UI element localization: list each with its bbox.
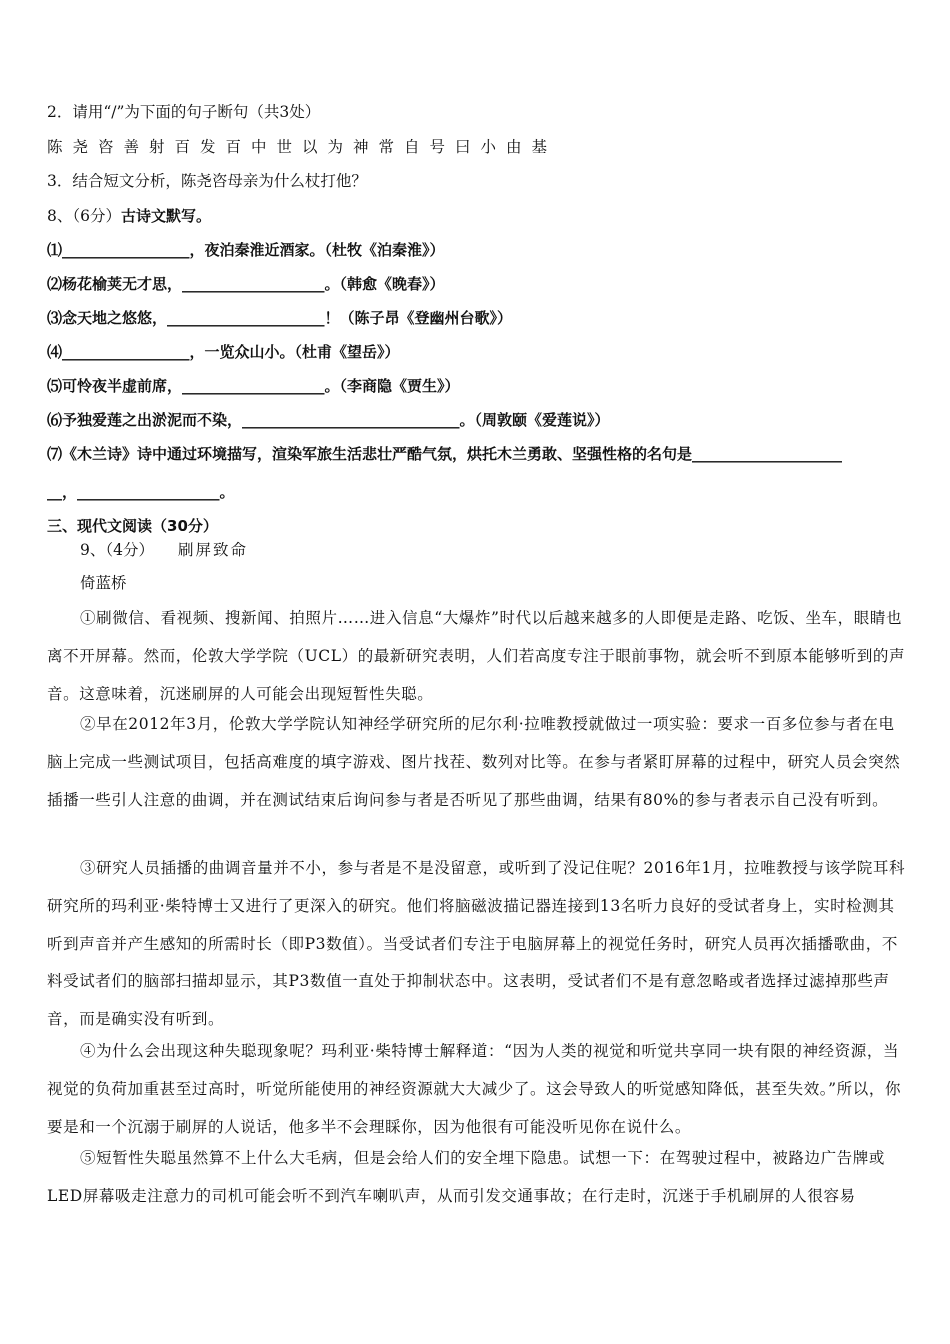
article-header bbox=[80, 540, 248, 560]
question-2: 2．请用“/”为下面的句子断句（共3处） bbox=[47, 103, 321, 121]
poem-item-1: ⑴_________________，夜泊秦淮近酒家。（杜牧《泊秦淮》） bbox=[47, 241, 445, 259]
article-paragraph-3: ③研究人员插播的曲调音量并不小，参与者是不是没留意，或听到了没记住呢？2016年1月，拉唯教授与该学院耳科研究所的玛利亚·柴特博士又进行了更深入的研究。他们将脑磁波描记器连接到13名听力良好的受试者身上，实时检测其听到声音并产生感知的所需时长（即P3数值）。当受试者们专注于电脑屏幕上的视觉任务时，研究人员再次插播歌曲，不料受试者们的脑部扫描却显示，其P3数值一直处于抑制状态中。这表明，受试者们不是有意忽略或者选择过滤掉那些声音，而是确实没有听到。 bbox=[47, 859, 906, 1029]
question-3: 3．结合短文分析，陈尧咨母亲为什么杖打他？ bbox=[47, 172, 367, 190]
article-paragraph-4: ④为什么会出现这种失聪现象呢？玛利亚·柴特博士解释道：“因为人类的视觉和听觉共享同一块有限的神经资源，当视觉的负荷加重甚至过高时，听觉所能使用的神经资源就大大减少了。这会导致人的听觉感知降低，甚至失效。”所以，你要是和一个沉溺于刷屏的人说话，他多半不会理睬你，因为他很有可能没听见你在说什么。 bbox=[47, 1042, 902, 1136]
poem-item-6: ⑹予独爱莲之出淤泥而不染，_____________________________。（周敦颐《爱莲说》） bbox=[47, 411, 610, 429]
poem-item-5: ⑸可怜夜半虚前席，___________________。（李商隐《贾生》） bbox=[47, 377, 460, 395]
article-author: 倚蓝桥 bbox=[80, 574, 127, 592]
question-8-header bbox=[47, 206, 211, 226]
poem-item-4: ⑷_________________，一览众山小。（杜甫《望岳》） bbox=[47, 343, 400, 361]
question-8-title: 古诗文默写。 bbox=[120, 207, 211, 225]
poem-item-2: ⑵杨花榆荚无才思，___________________。（韩愈《晚春》） bbox=[47, 275, 445, 293]
poem-item-7-continued: __，___________________。 bbox=[47, 483, 235, 501]
question-8-number: 8、（6分） bbox=[47, 207, 121, 225]
article-paragraph-2: ②早在2012年3月，伦敦大学学院认知神经学研究所的尼尔利·拉唯教授就做过一项实验：要求一百多位参与者在电脑上完成一些测试项目，包括高难度的填字游戏、图片找茬、数列对比等。在参与者紧盯屏幕的过程中，研究人员会突然插播一些引人注意的曲调，并在测试结束后询问参与者是否听见了那些曲调，结果有80%的参与者表示自己没有听到。 bbox=[47, 715, 901, 809]
poem-item-7: ⑺《木兰诗》诗中通过环境描写，渲染军旅生活悲壮严酷气氛，烘托木兰勇敢、坚强性格的名句是____________________ bbox=[47, 445, 843, 463]
article-paragraph-5: ⑤短暂性失聪虽然算不上什么大毛病，但是会给人们的安全埋下隐患。试想一下：在驾驶过程中，被路边广告牌或LED屏幕吸走注意力的司机可能会听不到汽车喇叭声，从而引发交通事故；在行走时，沉迷于手机刷屏的人很容易 bbox=[47, 1149, 886, 1205]
article-title: 刷屏致命 bbox=[177, 541, 248, 559]
article-paragraph-1: ①刷微信、看视频、搜新闻、拍照片……进入信息“大爆炸”时代以后越来越多的人即便是走路、吃饭、坐车，眼睛也离不开屏幕。然而，伦敦大学学院（UCL）的最新研究表明，人们若高度专注于眼前事物，就会听不到原本能够听到的声音。这意味着，沉迷刷屏的人可能会出现短暂性失聪。 bbox=[47, 609, 906, 703]
poem-item-3: ⑶念天地之悠悠，_____________________！（陈子昂《登幽州台歌》） bbox=[47, 309, 513, 327]
question-2-sentence: 陈尧咨善射百发百中世以为神常自号曰小由基 bbox=[47, 138, 558, 156]
section-3-title: 三、现代文阅读（30分） bbox=[47, 517, 218, 535]
article-number: 9、（4分） bbox=[80, 541, 154, 559]
